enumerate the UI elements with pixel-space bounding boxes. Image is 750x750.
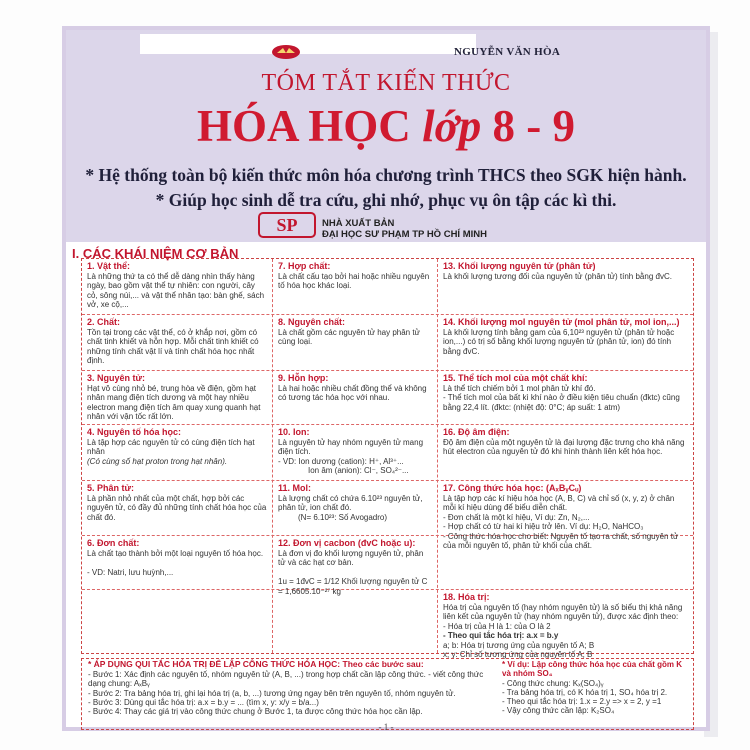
book-subtitle: TÓM TẮT KIẾN THỨC xyxy=(261,70,511,96)
concept-6: 6. Đơn chất: Là chất tạo thành bởi một loại nguyên tố hóa học. - VD: Natri, lưu huỳnh,... xyxy=(87,538,264,577)
concept-3: 3. Nguyên tử: Hạt vô cùng nhỏ bé, trung hòa về điện, gồm hạt nhân mang điện tích dương và một hay nhiều electron mang điện tích âm quay xung quanh hạt nhân với vận tốc rất lớn. xyxy=(87,373,261,422)
example-line: - Công thức chung: Kₓ(SO₄)ᵧ xyxy=(502,678,604,688)
example-line: - Theo qui tắc hóa trị: 1.x = 2.y => x = 2, y =1 xyxy=(502,697,662,707)
apply-title: * ÁP DỤNG QUI TẮC HÓA TRỊ ĐỂ LẬP CÔNG THỨC HÓA HỌC: Theo các bước sau: xyxy=(88,659,424,669)
concept-18: 18. Hóa trị: Hóa trị của nguyên tố (hay nhóm nguyên tử) là số biểu thị khả năng liên kết của nguyên tử (hay nhóm nguyên tử), được xác định theo: - Hóa trị của H là 1: của O là 2 - Theo qui tắc hóa trị: a.x = b.y a; b: Hóa trị tương ứng của nguyên tố A; B x; y: Chỉ số tương ứng của nguyên tố A; B xyxy=(443,592,683,660)
author-name: NGUYỄN VĂN HÒA xyxy=(454,46,561,58)
concept-2: 2. Chất: Tồn tại trong các vật thể, có ở khắp nơi, gồm có chất tinh khiết và hỗn hợp. Mỗi chất tinh khiết có những tính chất vật lí và tính chất hóa học nhất định. xyxy=(87,317,259,366)
svg-text:SP: SP xyxy=(276,215,298,235)
page-number: - 1 - xyxy=(378,722,394,732)
concept-13: 13. Khối lượng nguyên tử (phân tử) Là khối lượng tương đối của nguyên tử (phân tử) tính bằng đvC. xyxy=(443,261,672,281)
publisher-logo-icon xyxy=(258,212,316,238)
apply-step: - Bước 2: Tra bảng hóa trị, ghi lại hóa trị (a, b, ...) tương ứng ngay bên trên nguyên tố, nhóm nguyên tử. xyxy=(88,688,456,698)
example-line: - Vậy công thức cần lập: K₂SO₄ xyxy=(502,706,615,716)
concept-4: 4. Nguyên tố hóa học: Là tập hợp các nguyên tử có cùng điện tích hạt nhân (Có cùng số hạt proton trong hạt nhân). xyxy=(87,427,255,466)
concept-8: 8. Nguyên chất: Là chất gồm các nguyên tử hay phân tử cùng loại. xyxy=(278,317,420,347)
apply-steps xyxy=(88,670,498,716)
apply-valence-rule xyxy=(81,658,694,730)
publisher-crest-icon xyxy=(271,44,301,60)
example-line: - Tra bảng hóa trị, có K hóa trị 1, SO₄ hóa trị 2. xyxy=(502,687,668,697)
concept-17: 17. Công thức hóa học: (AₓBᵧCᵤ) Là tập hợp các kí hiệu hóa học (A, B, C) và chỉ số (x, y, z) ở chân mỗi kí hiệu dùng để biểu diễn chất. - Đơn chất là một kí hiệu, Ví dụ: Zn, N₂,... - Hợp chất có từ hai kí hiệu trở lên. Ví dụ: H₂O, NaHCO₃ - Công thức hóa học cho biết: Nguyên tố tạo ra chất, số nguyên tử của mỗi nguyên tố, phân tử khối của chất. xyxy=(443,483,679,551)
concept-10: 10. Ion: Là nguyên tử hay nhóm nguyên tử mang điện tích. - VD: Ion dương (cation): H⁺, Al³⁺... Ion âm (anion): Cl⁻, SO₄²⁻... xyxy=(278,427,424,476)
header-band xyxy=(66,30,706,242)
apply-example xyxy=(502,660,690,716)
publisher-line-1: NHÀ XUẤT BẢN xyxy=(322,218,395,229)
apply-step: - Bước 4: Thay các giá trị vào công thức chung ở Bước 1, ta được công thức hóa học cần lập. xyxy=(88,707,423,717)
apply-step: - Bước 1: Xác định các nguyên tố, nhóm nguyên tử (A, B, ...) trong hợp chất cần lập công thức. - viết công thức dạng chung: AₓBᵧ xyxy=(88,670,484,689)
book-title: HÓA HỌC lớp 8 - 9 xyxy=(197,101,575,151)
concept-16: 16. Độ âm điện: Độ âm điện của một nguyên tử là đại lượng đặc trưng cho khả năng hút electron của nguyên tử đó khi hình thành liên kết hóa học. xyxy=(443,427,685,457)
concept-7: 7. Hợp chất: Là chất cấu tạo bởi hai hoặc nhiều nguyên tố hóa học khác loại. xyxy=(278,261,430,291)
concepts-grid xyxy=(81,258,694,660)
publisher-line-2: ĐẠI HỌC SƯ PHẠM TP HỒ CHÍ MINH xyxy=(322,229,487,240)
concept-14: 14. Khối lượng mol nguyên tử (mol phân tử, mol ion,...) Là khối lượng tính bằng gam của 6,10²³ nguyên tử (phân tử hoặc ion,...) có trị số bằng khối lượng nguyên tử (phân tử, ion) đó tính bằng đvC. xyxy=(443,317,680,356)
intro-bullet-2: * Giúp học sinh dễ tra cứu, ghi nhớ, phục vụ ôn tập các kì thi. xyxy=(155,190,617,210)
summary-sheet xyxy=(62,26,710,731)
concept-12: 12. Đơn vị cacbon (đvC hoặc u): Là đơn vị đo khối lượng nguyên tử, phân tử và các hạt cơ bản. 1u = 1đvC = 1/12 Khối lượng nguyên tử C = 1,6605.10⁻²⁷ kg xyxy=(278,538,428,596)
concept-5: 5. Phân tử: Là phần nhỏ nhất của một chất, hợp bởi các nguyên tử, có đầy đủ những tính chất hóa học của chất đó. xyxy=(87,483,267,522)
concept-9: 9. Hỗn hợp: Là hai hoặc nhiều chất đồng thể và không có tương tác hóa học với nhau. xyxy=(278,373,427,403)
example-line: * Ví dụ: Lập công thức hóa học của chất gồm K và nhóm SO₄ xyxy=(502,660,683,679)
intro-bullet-1: * Hệ thống toàn bộ kiến thức môn hóa chương trình THCS theo SGK hiện hành. xyxy=(85,165,687,185)
apply-step: - Bước 3: Dùng qui tắc hóa trị: a.x = b.y = ... (tìm x, y: x/y = b/a...) xyxy=(88,697,319,707)
concept-15: 15. Thể tích mol của một chất khí: Là thể tích chiếm bởi 1 mol phân tử khí đó. - Thể tích mol của bất kì khí nào ở điều kiện tiêu chuẩn (đktc) cũng bằng 22,4 lít. (đktc: (nhiệt độ: 0°C; áp suất: 1 atm) xyxy=(443,373,680,412)
section-title: I. CÁC KHÁI NIỆM CƠ BẢN xyxy=(72,246,239,261)
concept-1: 1. Vật thể: Là những thứ ta có thể dễ dàng nhìn thấy hàng ngày, bao gồm vật thể tự nhiên: con người, cây cỏ, sông núi,... và vật thể nhân tạo: bàn ghế, sách vở, xe cộ,... xyxy=(87,261,265,310)
concept-11: 11. Mol: Là lượng chất có chứa 6.10²³ nguyên tử, phân tử, ion chất đó. (N= 6.10²³: Số Avogadro) xyxy=(278,483,423,522)
